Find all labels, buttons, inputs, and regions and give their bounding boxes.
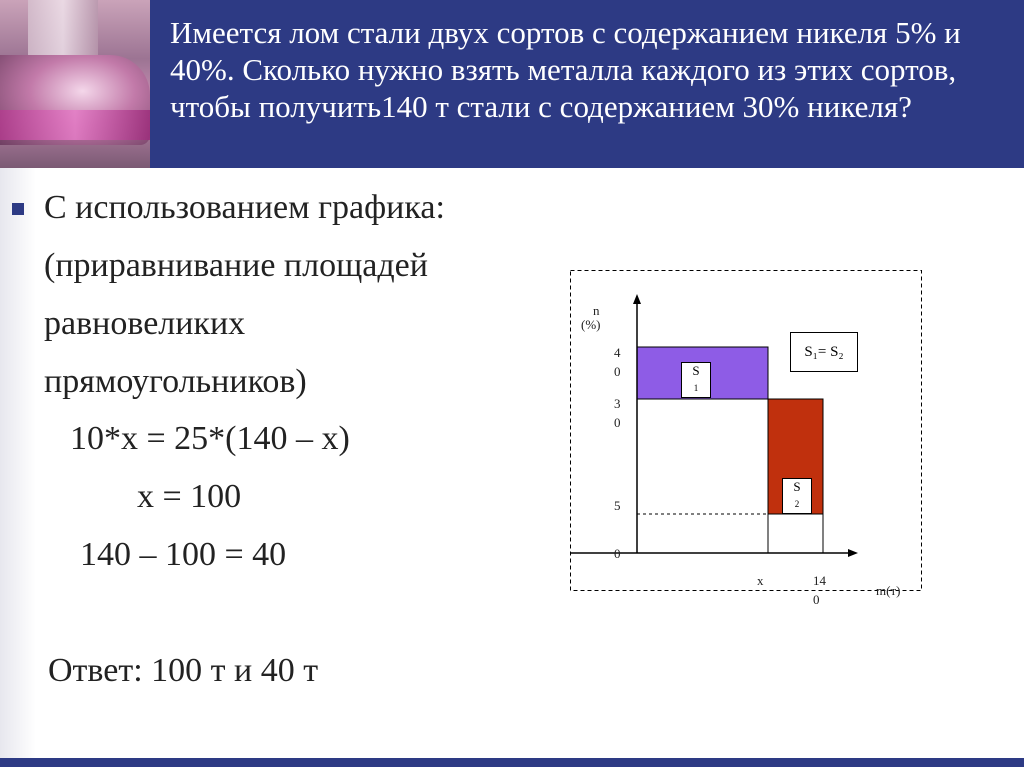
y-tick-5: 5 [614, 498, 621, 513]
y-axis-unit: (%) [581, 317, 601, 332]
graph-canvas [570, 270, 922, 591]
s2-label-box [782, 478, 812, 514]
problem-statement: Имеется лом стали двух сортов с содержанием никеля 5% и 40%. Сколько нужно взять металла каждого из этих сортов, чтобы получить140 т стали с содержанием 30% никеля? [170, 15, 961, 124]
flask-photo [0, 0, 150, 168]
x-tick-140-b: 0 [813, 592, 820, 607]
y-tick-40-a: 4 [614, 345, 621, 360]
bullet-icon [12, 203, 24, 215]
y-axis-label: n [593, 303, 600, 318]
y-axis-arrow [633, 294, 641, 304]
method-line-3: равновеликих [44, 305, 246, 342]
graph-frame [571, 271, 922, 591]
legend-equal-areas: S₁= S₂ [790, 332, 858, 372]
y-tick-40-b: 0 [614, 364, 621, 379]
s2-subscript: 2 [794, 499, 800, 509]
answer-line: Ответ: 100 т и 40 т [48, 652, 319, 689]
solution-x: х = 100 [137, 478, 242, 515]
solution-second: 140 – 100 = 40 [80, 536, 287, 573]
y-tick-30-b: 0 [614, 415, 621, 430]
y-tick-30-a: 3 [614, 396, 621, 411]
method-heading: С использованием графика: [44, 189, 445, 226]
x-tick-140-a: 14 [813, 573, 826, 588]
x-axis-label: m(т) [876, 583, 901, 598]
x-axis-arrow [848, 549, 858, 557]
flask-liquid [0, 110, 150, 140]
equation-line: 10*х = 25*(140 – х) [70, 420, 350, 457]
method-line-2: (приравнивание площадей [44, 247, 428, 284]
method-line-4: прямоугольников) [44, 363, 307, 400]
area-graph [570, 270, 922, 607]
title-banner [0, 0, 1024, 168]
x-tick-x: x [757, 573, 764, 588]
flask-neck [28, 0, 98, 60]
s1-subscript: 1 [693, 383, 699, 393]
decorative-strip [0, 168, 36, 758]
s2-label: S [793, 479, 801, 494]
y-tick-0: 0 [614, 546, 621, 561]
s1-label: S [692, 363, 700, 378]
bottom-bar [0, 758, 1024, 767]
s1-label-box [681, 362, 711, 398]
